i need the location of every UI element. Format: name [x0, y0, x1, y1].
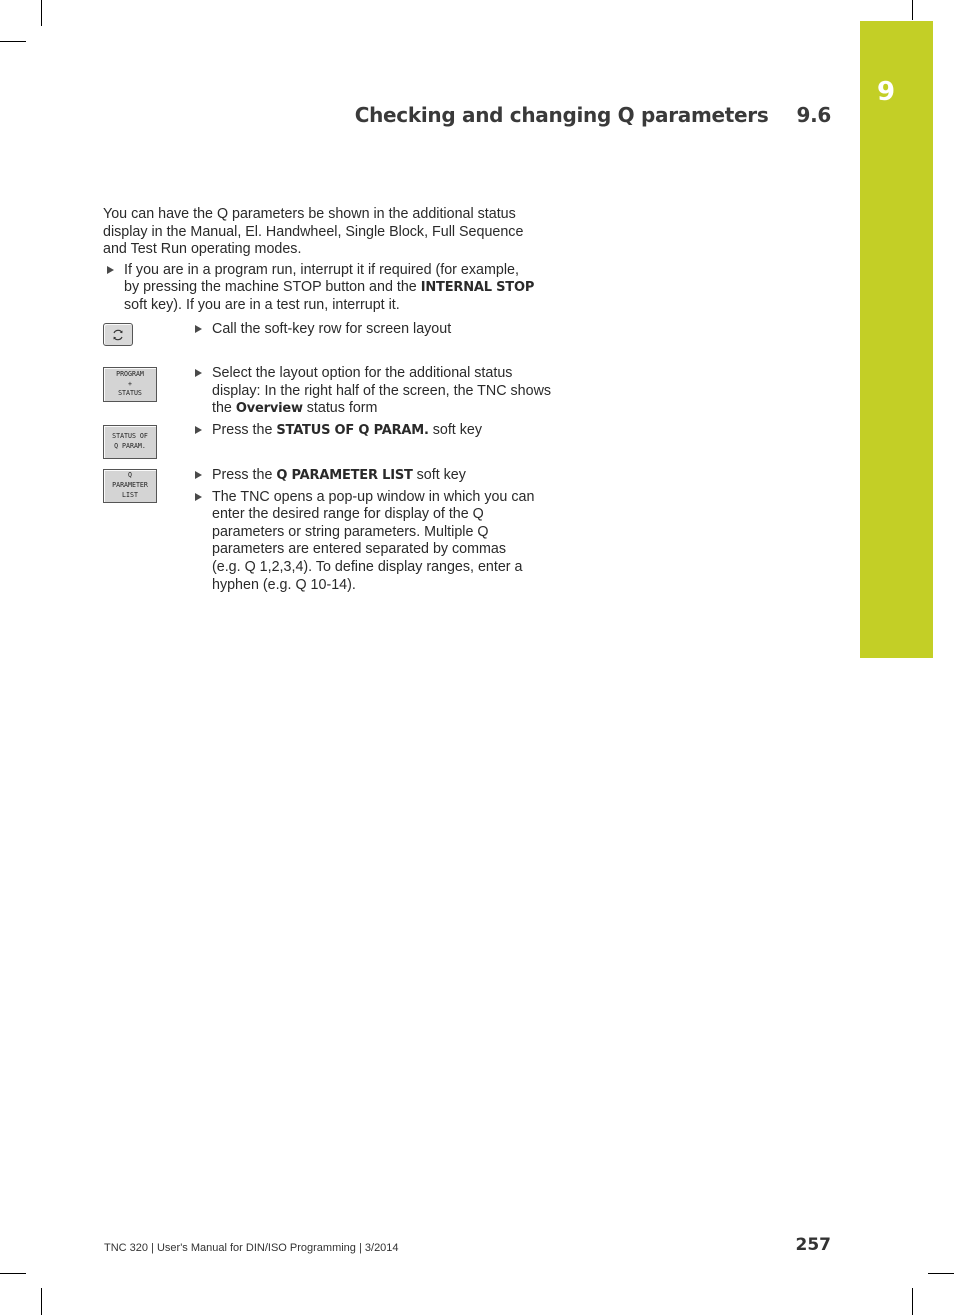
intro-block [103, 206, 535, 315]
header-title: Checking and changing Q parameters [354, 103, 769, 127]
list-item: Press the Q PARAMETER LIST soft key [191, 467, 536, 485]
crop-mark [0, 41, 26, 42]
crop-mark [928, 1273, 954, 1274]
chapter-number: 9 [876, 77, 896, 107]
crop-mark [912, 0, 913, 20]
crop-mark [41, 0, 42, 26]
q-parameter-list-softkey[interactable]: Q PARAMETER LIST [103, 469, 157, 503]
screen-layout-key[interactable] [103, 323, 133, 346]
bullet-arrow-icon [195, 325, 202, 333]
header-section: 9.6 [796, 103, 831, 127]
bullet-arrow-icon [195, 369, 202, 377]
list-item: If you are in a program run, interrupt it if required (for example, by pressing the machine STOP button and the INTERNAL STOP soft key). If you are in a test run, interrupt it. [103, 262, 535, 315]
bullet-arrow-icon [107, 266, 114, 274]
crop-mark [41, 1288, 42, 1315]
chapter-tab [860, 21, 933, 658]
program-status-softkey[interactable]: PROGRAM + STATUS [103, 367, 157, 402]
status-of-q-param-softkey[interactable]: STATUS OF Q PARAM. [103, 425, 157, 459]
crop-mark [0, 1273, 26, 1274]
list-item: Select the layout option for the additional status display: In the right half of the screen, the TNC shows the Overview status form [191, 365, 557, 418]
intro-paragraph: You can have the Q parameters be shown in the additional status display in the Manual, El. Handwheel, Single Block, Full Sequence and Test Run operating modes. [103, 206, 524, 258]
bullet-arrow-icon [195, 426, 202, 434]
screen-layout-cycle-icon [111, 328, 125, 342]
list-item: The TNC opens a pop-up window in which you can enter the desired range for display of the Q parameters or string parameters. Multiple Q parameters are entered separated by commas (e.g. Q 1,2,3,4). To define display ranges, enter a hyphen (e.g. Q 10-14). [191, 489, 536, 595]
bullet-arrow-icon [195, 493, 202, 501]
bullet-arrow-icon [195, 471, 202, 479]
list-item: Call the soft-key row for screen layout [191, 321, 557, 339]
crop-mark [912, 1288, 913, 1315]
q-parameter-list-steps [191, 467, 536, 594]
footer-text: TNC 320 | User's Manual for DIN/ISO Programming | 3/2014 [104, 1242, 399, 1254]
page-number: 257 [795, 1235, 831, 1255]
list-item: Press the STATUS OF Q PARAM. soft key [191, 422, 557, 440]
page-header [355, 103, 831, 127]
